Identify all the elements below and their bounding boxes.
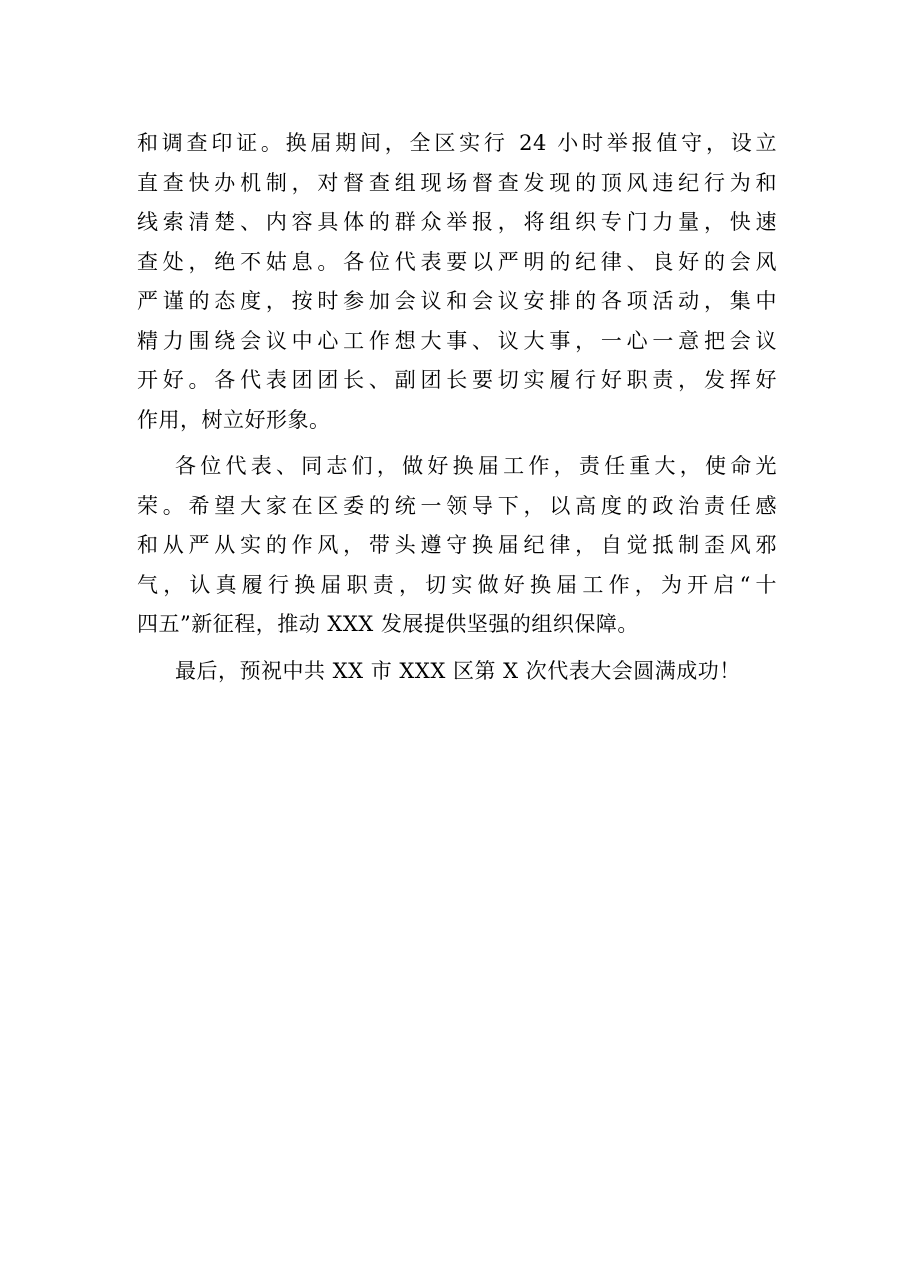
paragraph-final-wish [137, 652, 777, 692]
paragraph-spacer [137, 440, 777, 447]
paragraph-line: 和调查印证。换届期间，全区实行 24 小时举报值守，设立 [137, 131, 777, 155]
paragraph-line: 和从严从实的作风，带头遵守换届纪律，自觉抵制歪风邪 [137, 533, 777, 557]
document-body [137, 124, 777, 691]
paragraph-line: 精力围绕会议中心工作想大事、议大事，一心一意把会议 [137, 328, 777, 353]
paragraph-line: 严谨的态度，按时参加会议和会议安排的各项活动，集中 [137, 289, 777, 313]
paragraph-closing-appeal [137, 447, 777, 645]
paragraph-line: 线索清楚、内容具体的群众举报，将组织专门力量，快速 [137, 210, 777, 234]
paragraph-line: 最后，预祝中共 XX 市 XXX 区第 X 次代表大会圆满成功！ [175, 658, 741, 683]
paragraph-line: 荣。希望大家在区委的统一领导下，以高度的政治责任感 [137, 493, 777, 518]
paragraph-line: 四五”新征程，推动 XXX 发展提供坚强的组织保障。 [137, 612, 639, 636]
paragraph-line: 作用，树立好形象。 [137, 407, 331, 432]
paragraph-spacer [137, 645, 777, 652]
paragraph-line: 查处，绝不姑息。各位代表要以严明的纪律、良好的会风 [137, 249, 777, 274]
paragraph-discipline [137, 124, 777, 440]
paragraph-line: 气，认真履行换届职责，切实做好换届工作，为开启“十 [137, 572, 777, 597]
paragraph-line: 开好。各代表团团长、副团长要切实履行好职责，发挥好 [137, 368, 777, 392]
paragraph-line: 各位代表、同志们，做好换届工作，责任重大，使命光 [175, 454, 777, 478]
paragraph-line: 直查快办机制，对督查组现场督查发现的顶风违纪行为和 [137, 170, 777, 195]
